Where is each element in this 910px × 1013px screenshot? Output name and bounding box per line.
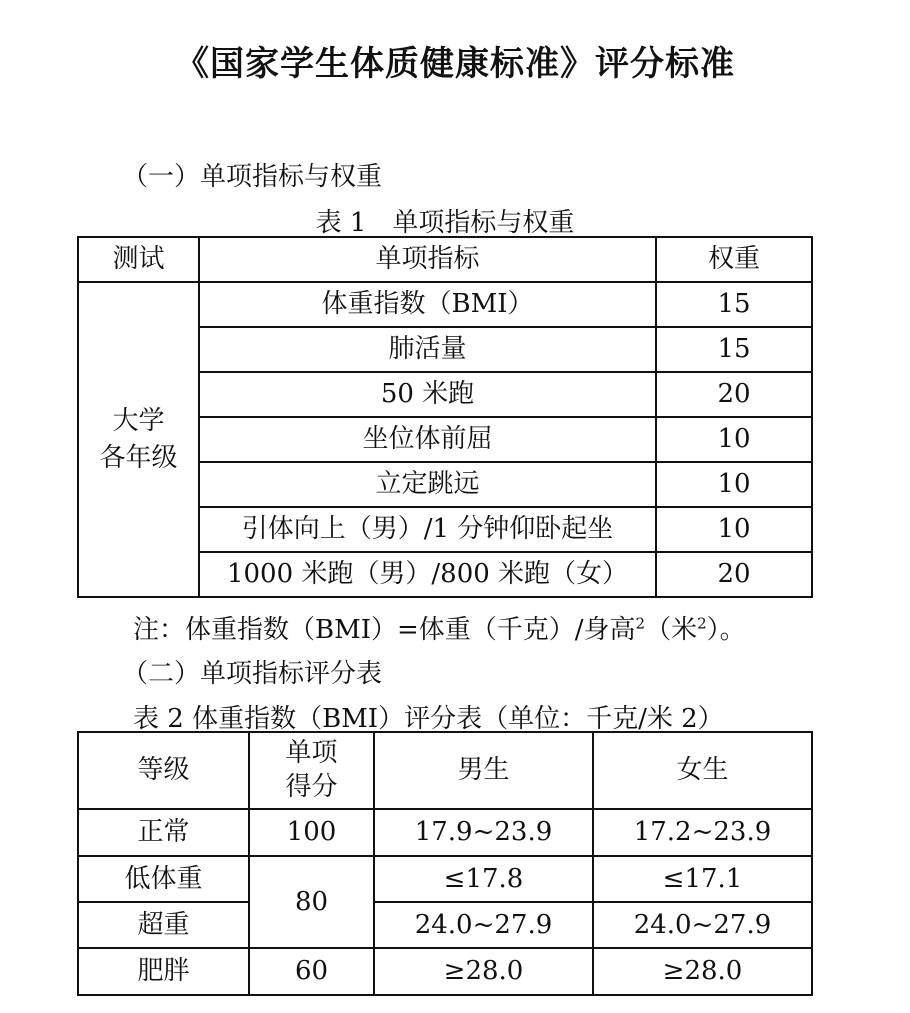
table-row: [78, 948, 812, 995]
table-row: [78, 856, 812, 902]
score-cell: 100: [249, 809, 374, 856]
female-range-cell: ≤17.1: [593, 856, 812, 902]
score-cell: 80: [249, 856, 374, 948]
grade-cell: 正常: [78, 809, 249, 856]
note-superscript-2: 2: [697, 614, 707, 633]
female-range-cell: ≥28.0: [593, 948, 812, 995]
header-male: 男生: [374, 732, 593, 809]
male-range-cell: 17.9~23.9: [374, 809, 593, 856]
item-cell: 1000 米跑（男）/800 米跑（女）: [199, 552, 656, 597]
weight-cell: 20: [656, 552, 812, 597]
weight-cell: 10: [656, 462, 812, 507]
table2-caption: 表 2 体重指数（BMI）评分表（单位：千克/米 2）: [133, 704, 724, 734]
score-cell: 60: [249, 948, 374, 995]
header-item: 单项指标: [199, 237, 656, 282]
weight-cell: 15: [656, 327, 812, 372]
item-cell: 肺活量: [199, 327, 656, 372]
grade-group-cell: 大学 各年级: [78, 282, 199, 597]
weight-cell: 10: [656, 417, 812, 462]
female-range-cell: 17.2~23.9: [593, 809, 812, 856]
weight-cell: 15: [656, 282, 812, 327]
header-weight: 权重: [656, 237, 812, 282]
header-test: 测试: [78, 237, 199, 282]
weight-cell: 20: [656, 372, 812, 417]
item-cell: 引体向上（男）/1 分钟仰卧起坐: [199, 507, 656, 552]
item-cell: 体重指数（BMI）: [199, 282, 656, 327]
item-cell: 立定跳远: [199, 462, 656, 507]
grade-cell: 肥胖: [78, 948, 249, 995]
header-grade: 等级: [78, 732, 249, 809]
male-range-cell: 24.0~27.9: [374, 902, 593, 948]
item-cell: 50 米跑: [199, 372, 656, 417]
table-row: [78, 282, 812, 327]
weight-cell: 10: [656, 507, 812, 552]
table-row: [78, 902, 812, 948]
male-range-cell: ≥28.0: [374, 948, 593, 995]
page-title: 《国家学生体质健康标准》评分标准: [175, 44, 735, 84]
header-score: 单项 得分: [249, 732, 374, 809]
table-header-row: [78, 732, 812, 809]
female-range-cell: 24.0~27.9: [593, 902, 812, 948]
table1-caption: 表 1 单项指标与权重: [315, 208, 575, 238]
section-heading-2: （二）单项指标评分表: [122, 659, 383, 689]
weight-table: [77, 236, 813, 598]
bmi-score-table: [77, 731, 813, 996]
table-row: [78, 809, 812, 856]
section-heading-1: （一）单项指标与权重: [122, 162, 383, 192]
note-superscript-1: 2: [635, 614, 646, 633]
note-text-a: 注：体重指数（BMI）=体重（千克）/身高: [133, 615, 636, 645]
table-header-row: [78, 237, 812, 282]
note-text-b: （米: [645, 615, 698, 645]
male-range-cell: ≤17.8: [374, 856, 593, 902]
item-cell: 坐位体前屈: [199, 417, 656, 462]
grade-cell: 低体重: [78, 856, 249, 902]
grade-cell: 超重: [78, 902, 249, 948]
bmi-note: [133, 609, 746, 646]
header-female: 女生: [593, 732, 812, 809]
note-text-c: ）。: [706, 615, 746, 645]
